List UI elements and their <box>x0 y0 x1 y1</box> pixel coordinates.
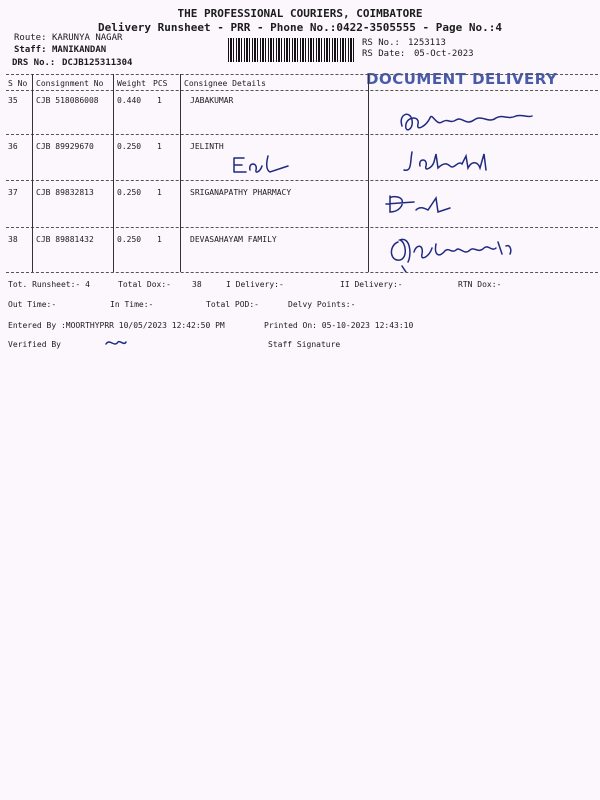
total-dox-value: 38 <box>192 280 202 289</box>
verified-by-label: Verified By <box>8 340 61 349</box>
verifier-initials <box>104 336 128 350</box>
column-header-pcs: PCS <box>153 79 168 88</box>
rs-date-label: RS Date: <box>362 49 406 59</box>
table-cell-sno: 36 <box>8 142 18 151</box>
barcode <box>228 38 354 62</box>
signature-row-37 <box>384 192 464 216</box>
total-pod-label: Total POD:- <box>206 300 259 309</box>
row-rule <box>6 227 598 228</box>
table-header-rule <box>6 90 598 91</box>
rs-date-value: 05-Oct-2023 <box>414 49 474 59</box>
signature-row-36-left <box>230 152 300 176</box>
column-divider <box>368 74 369 272</box>
column-divider <box>180 74 181 272</box>
route-value: KARUNYA NAGAR <box>52 33 123 43</box>
delvy-points-label: Delvy Points:- <box>288 300 356 309</box>
entered-by: Entered By :MOORTHYPRR 10/05/2023 12:42:50 PM <box>8 321 225 330</box>
staff-label: Staff: <box>14 45 47 55</box>
table-cell-pcs: 1 <box>157 235 162 244</box>
table-cell-weight: 0.250 <box>117 235 142 244</box>
column-header-sno: S No <box>8 79 28 88</box>
table-cell-consignee: JELINTH <box>190 142 224 151</box>
table-cell-pcs: 1 <box>157 188 162 197</box>
table-cell-weight: 0.250 <box>117 142 142 151</box>
table-cell-weight: 0.250 <box>117 188 142 197</box>
column-header-weight: Weight <box>117 79 146 88</box>
table-cell-consignee: DEVASAHAYAM FAMILY <box>190 235 277 244</box>
total-dox-label: Total Dox:- <box>118 280 171 289</box>
drs-value: DCJB125311304 <box>62 58 133 68</box>
table-cell-weight: 0.440 <box>117 96 142 105</box>
table-cell-consignment: CJB 89832813 <box>36 188 94 197</box>
ii-delivery-label: II Delivery:- <box>340 280 403 289</box>
table-cell-consignee: JABAKUMAR <box>190 96 234 105</box>
table-cell-pcs: 1 <box>157 142 162 151</box>
table-cell-consignment: CJB 89929670 <box>36 142 94 151</box>
column-divider <box>113 74 114 272</box>
table-cell-consignee: SRIGANAPATHY PHARMACY <box>190 188 292 197</box>
tot-runsheet: Tot. Runsheet:- 4 <box>8 280 90 289</box>
table-cell-pcs: 1 <box>157 96 162 105</box>
document-subtitle: Delivery Runsheet - PRR - Phone No.:0422-3505555 - Page No.:4 <box>98 21 502 34</box>
table-cell-sno: 35 <box>8 96 18 105</box>
column-header-consignment: Consignment No <box>36 79 104 88</box>
table-bottom-rule <box>6 272 598 273</box>
signature-row-36-right <box>400 148 520 176</box>
out-time-label: Out Time:- <box>8 300 57 309</box>
staff-value: MANIKANDAN <box>52 45 107 55</box>
in-time-label: In Time:- <box>110 300 154 309</box>
signature-row-38 <box>386 232 526 272</box>
rs-no-label: RS No.: <box>362 38 400 48</box>
printed-on: Printed On: 05-10-2023 12:43:10 <box>264 321 414 330</box>
table-cell-sno: 38 <box>8 235 18 244</box>
document-delivery-stamp: DOCUMENT DELIVERY <box>366 70 558 88</box>
table-cell-consignment: CJB 89881432 <box>36 235 94 244</box>
rtn-dox-label: RTN Dox:- <box>458 280 502 289</box>
i-delivery-label: I Delivery:- <box>226 280 284 289</box>
row-rule <box>6 180 598 181</box>
column-header-consignee: Consignee Details <box>184 79 266 88</box>
drs-label: DRS No.: <box>12 58 56 68</box>
route-label: Route: <box>14 33 47 43</box>
table-cell-sno: 37 <box>8 188 18 197</box>
staff-signature-label: Staff Signature <box>268 340 341 349</box>
table-top-rule <box>6 74 598 75</box>
table-cell-consignment: CJB 518086008 <box>36 96 99 105</box>
signature-row-35 <box>396 104 536 138</box>
document-title: THE PROFESSIONAL COURIERS, COIMBATORE <box>177 7 423 20</box>
rs-no-value: 1253113 <box>408 38 446 48</box>
column-divider <box>32 74 33 272</box>
